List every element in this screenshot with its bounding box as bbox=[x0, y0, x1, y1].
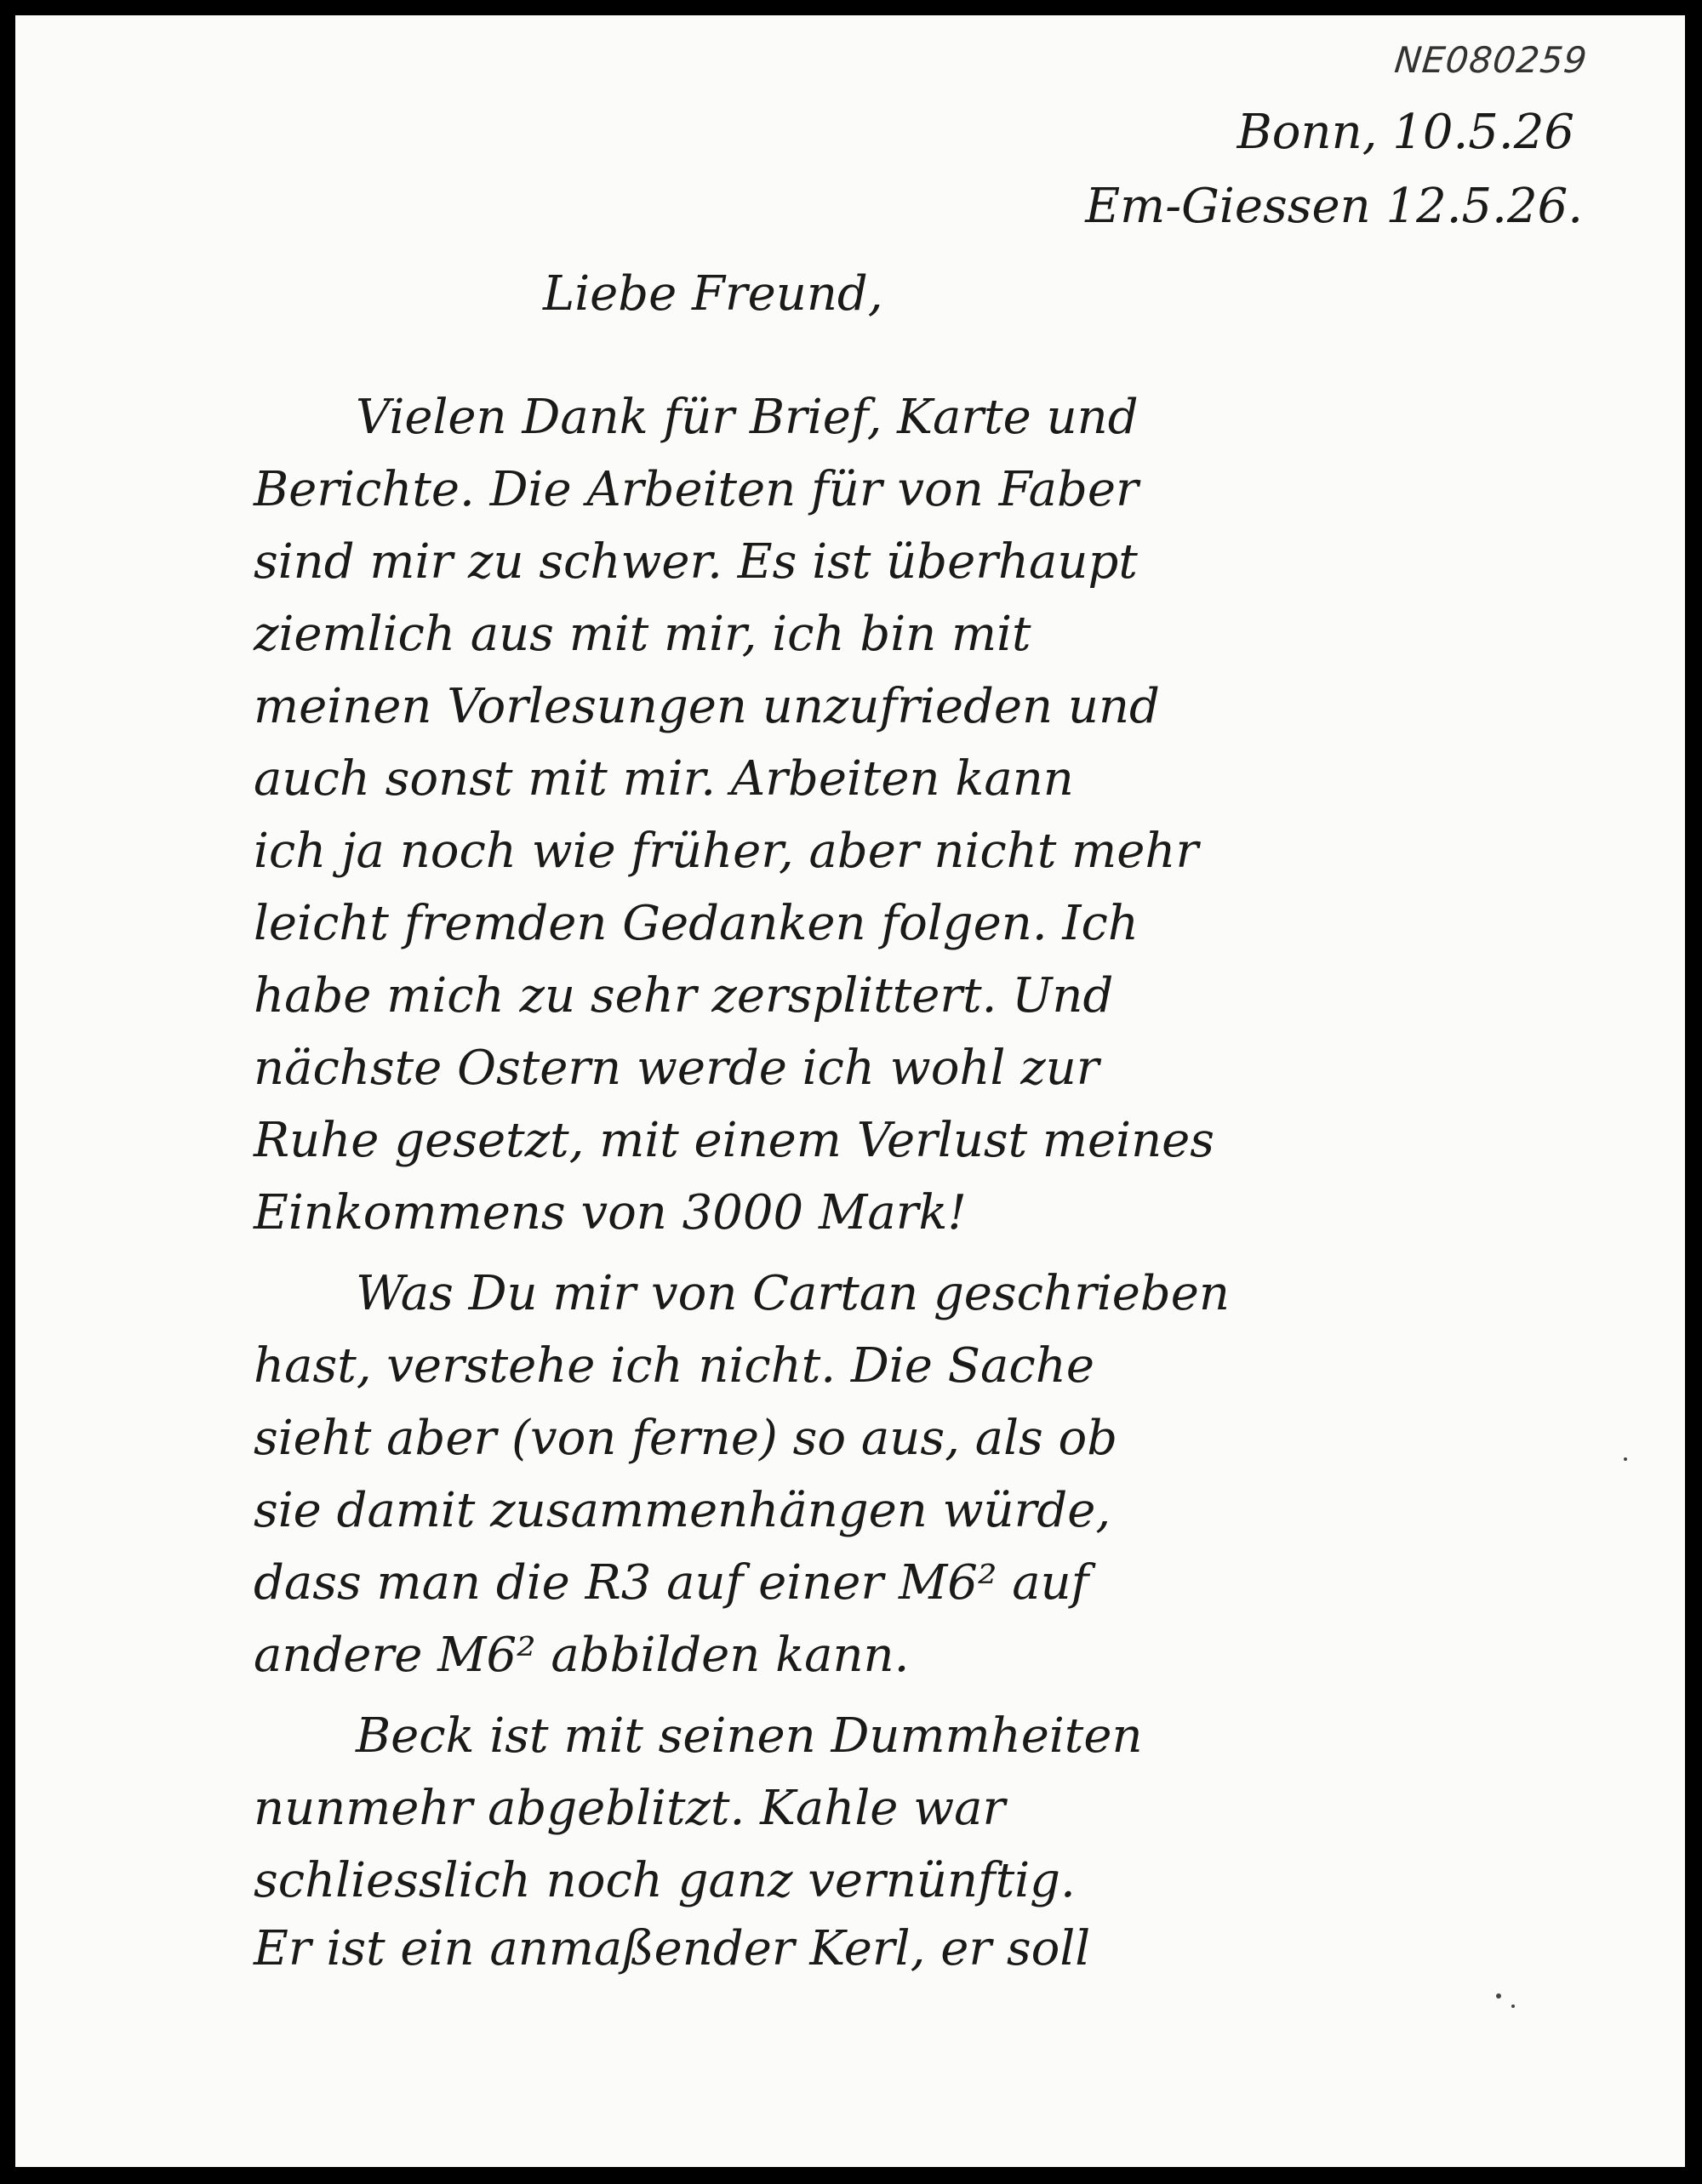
body-line: ich ja noch wie früher, aber nicht mehr bbox=[254, 824, 1199, 879]
paper-speck bbox=[1496, 1993, 1501, 1999]
body-line: leicht fremden Gedanken folgen. Ich bbox=[254, 896, 1139, 951]
receipt-note: Em-Giessen 12.5.26. bbox=[1085, 179, 1583, 234]
archive-id-stamp: NE080259 bbox=[1392, 39, 1590, 81]
body-line: auch sonst mit mir. Arbeiten kann bbox=[254, 751, 1074, 807]
body-line: Er ist ein anmaßender Kerl, er soll bbox=[254, 1921, 1091, 1976]
body-line: Vielen Dank für Brief, Karte und bbox=[356, 390, 1139, 445]
salutation: Liebe Freund, bbox=[543, 266, 883, 322]
body-line: hast, verstehe ich nicht. Die Sache bbox=[254, 1338, 1094, 1394]
body-line: ziemlich aus mit mir, ich bin mit bbox=[254, 607, 1031, 662]
paper-speck bbox=[1624, 1457, 1627, 1461]
body-line: dass man die R3 auf einer M6² auf bbox=[254, 1555, 1089, 1611]
letter-date: Bonn, 10.5.26 bbox=[1237, 105, 1574, 160]
body-line: nächste Ostern werde ich wohl zur bbox=[254, 1041, 1099, 1096]
body-line: Beck ist mit seinen Dummheiten bbox=[356, 1708, 1143, 1764]
body-line: schliesslich noch ganz vernünftig. bbox=[254, 1853, 1076, 1908]
body-line: andere M6² abbilden kann. bbox=[254, 1628, 910, 1683]
letter-page bbox=[15, 15, 1685, 2167]
body-line: meinen Vorlesungen unzufrieden und bbox=[254, 679, 1160, 734]
paper-speck bbox=[1511, 2004, 1515, 2008]
body-line: Ruhe gesetzt, mit einem Verlust meines bbox=[254, 1113, 1215, 1168]
body-line: sind mir zu schwer. Es ist überhaupt bbox=[254, 534, 1138, 590]
body-line: Berichte. Die Arbeiten für von Faber bbox=[254, 462, 1139, 517]
body-line: Einkommens von 3000 Mark! bbox=[254, 1185, 967, 1240]
body-line: nunmehr abgeblitzt. Kahle war bbox=[254, 1781, 1006, 1836]
body-line: sieht aber (von ferne) so aus, als ob bbox=[254, 1411, 1118, 1466]
body-line: Was Du mir von Cartan geschrieben bbox=[356, 1266, 1230, 1321]
body-line: habe mich zu sehr zersplittert. Und bbox=[254, 968, 1114, 1024]
body-line: sie damit zusammenhängen würde, bbox=[254, 1483, 1111, 1538]
